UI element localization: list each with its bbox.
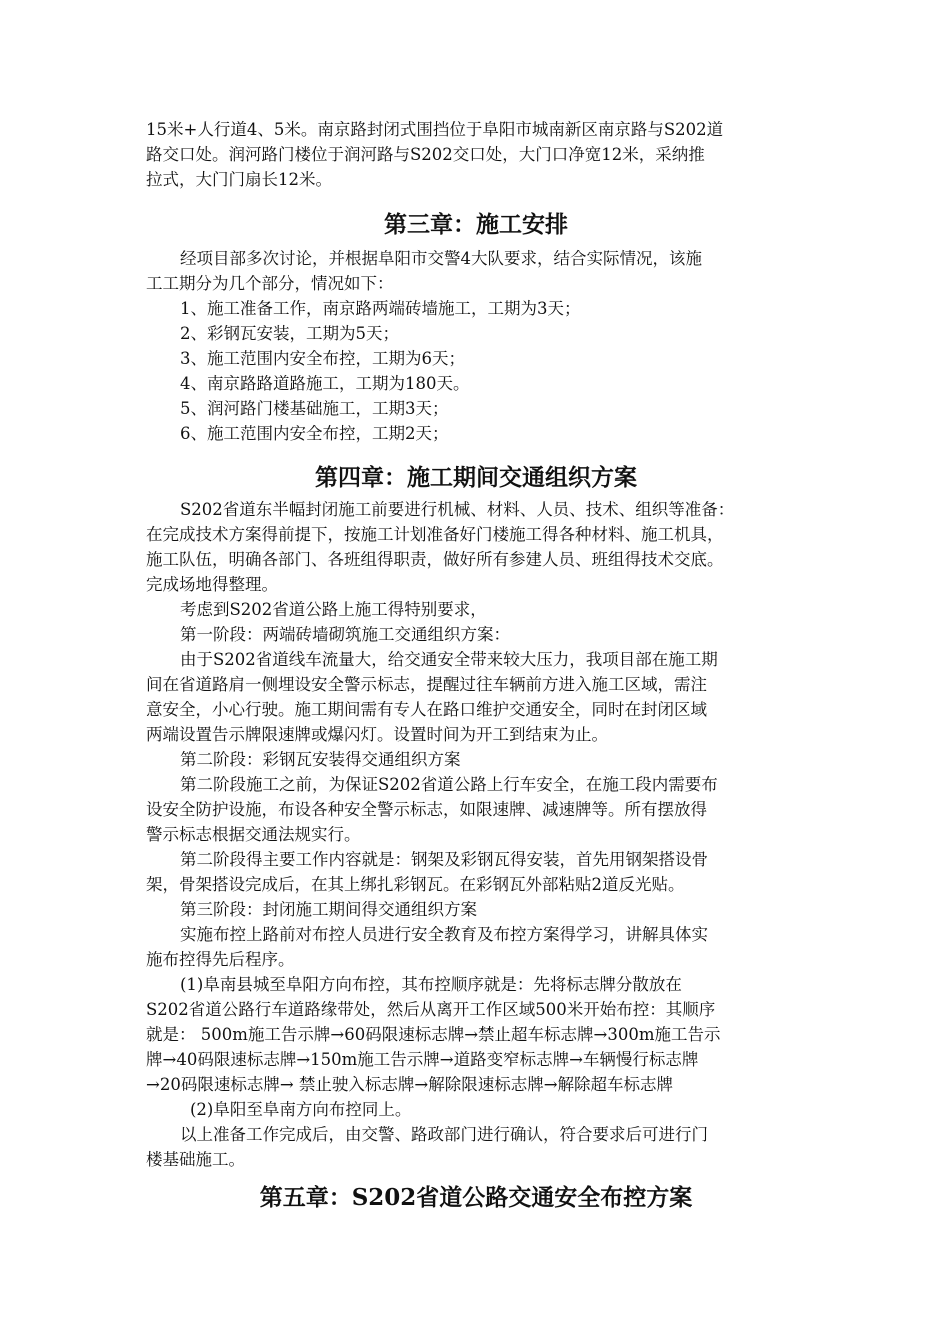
paragraph-line: 1、施工准备工作，南京路两端砖墙施工，工期为3天； [180,299,581,318]
paragraph-line: 经项目部多次讨论，并根据阜阳市交警4大队要求，结合实际情况，该施 [180,249,702,268]
paragraph-line: 两端设置告示牌限速牌或爆闪灯。设置时间为开工到结束为止。 [146,725,608,744]
paragraph-line: 施布控得先后程序。 [146,950,295,969]
paragraph-line: 架，骨架搭设完成后，在其上绑扎彩钢瓦。在彩钢瓦外部粘贴2道反光贴。 [146,875,685,894]
paragraph-line: 5、润河路门楼基础施工，工期3天； [180,399,449,418]
paragraph-line: 第二阶段得主要工作内容就是：钢架及彩钢瓦得安装，首先用钢架搭设骨 [180,850,708,869]
paragraph-line: 以上准备工作完成后，由交警、路政部门进行确认，符合要求后可进行门 [180,1125,708,1144]
paragraph-line: 工工期分为几个部分，情况如下： [146,274,394,293]
paragraph-line: 牌→40码限速标志牌→150m施工告示牌→道路变窄标志牌→车辆慢行标志牌 [146,1050,699,1069]
paragraph-line: S202省道公路行车道路缘带处，然后从离开工作区域500米开始布控：其顺序 [146,1000,716,1019]
paragraph-line: 设安全防护设施，布设各种安全警示标志，如限速牌、减速牌等。所有摆放得 [146,800,707,819]
paragraph-line: 意安全，小心行驶。施工期间需有专人在路口维护交通安全，同时在封闭区域 [146,700,707,719]
paragraph-line: 由于S202省道线车流量大，给交通安全带来较大压力，我项目部在施工期 [180,650,718,669]
paragraph-line: 15米+人行道4、5米。南京路封闭式围挡位于阜阳市城南新区南京路与S202道 [146,120,724,139]
paragraph-line: 施工队伍，明确各部门、各班组得职责，做好所有参建人员、班组得技术交底。 [146,550,724,569]
paragraph-line: 楼基础施工。 [146,1150,245,1169]
paragraph-line: 在完成技术方案得前提下，按施工计划准备好门楼施工得各种材料、施工机具， [146,525,724,544]
paragraph-line: 2、彩钢瓦安装，工期为5天； [180,324,399,343]
paragraph-line: (1)阜南县城至阜阳方向布控，其布控顺序就是：先将标志牌分散放在 [180,975,682,994]
paragraph-line: 完成场地得整理。 [146,575,278,594]
paragraph-line: (2)阜阳至阜南方向布控同上。 [190,1100,412,1119]
paragraph-line: 第一阶段：两端砖墙砌筑施工交通组织方案： [180,625,510,644]
paragraph-line: 考虑到S202省道公路上施工得特别要求， [180,600,487,619]
paragraph-line: 拉式，大门门扇长12米。 [146,170,332,189]
paragraph-line: →20码限速标志牌→ 禁止驶入标志牌→解除限速标志牌→解除超车标志牌 [146,1075,674,1094]
paragraph-line: 警示标志根据交通法规实行。 [146,825,361,844]
paragraph-line: 第二阶段施工之前，为保证S202省道公路上行车安全，在施工段内需要布 [180,775,718,794]
paragraph-line: 间在省道路肩一侧埋设安全警示标志，提醒过往车辆前方进入施工区域，需注 [146,675,707,694]
chapter-heading: 第五章：S202省道公路交通安全布控方案 [259,1184,693,1211]
paragraph-line: 就是： 500m施工告示牌→60码限速标志牌→禁止超车标志牌→300m施工告示 [146,1025,721,1044]
paragraph-line: 6、施工范围内安全布控，工期2天； [180,424,449,443]
paragraph-line: 第三阶段：封闭施工期间得交通组织方案 [180,900,477,919]
paragraph-line: S202省道东半幅封闭施工前要进行机械、材料、人员、技术、组织等准备： [180,500,735,519]
paragraph-line: 第二阶段：彩钢瓦安装得交通组织方案 [180,750,461,769]
paragraph-line: 路交口处。润河路门楼位于润河路与S202交口处，大门口净宽12米，采纳推 [146,145,705,164]
chapter-heading: 第四章：施工期间交通组织方案 [315,464,637,491]
chapter-heading: 第三章：施工安排 [384,211,568,238]
paragraph-line: 4、南京路路道路施工，工期为180天。 [180,374,470,393]
paragraph-line: 3、施工范围内安全布控，工期为6天； [180,349,465,368]
paragraph-line: 实施布控上路前对布控人员进行安全教育及布控方案得学习，讲解具体实 [180,925,708,944]
